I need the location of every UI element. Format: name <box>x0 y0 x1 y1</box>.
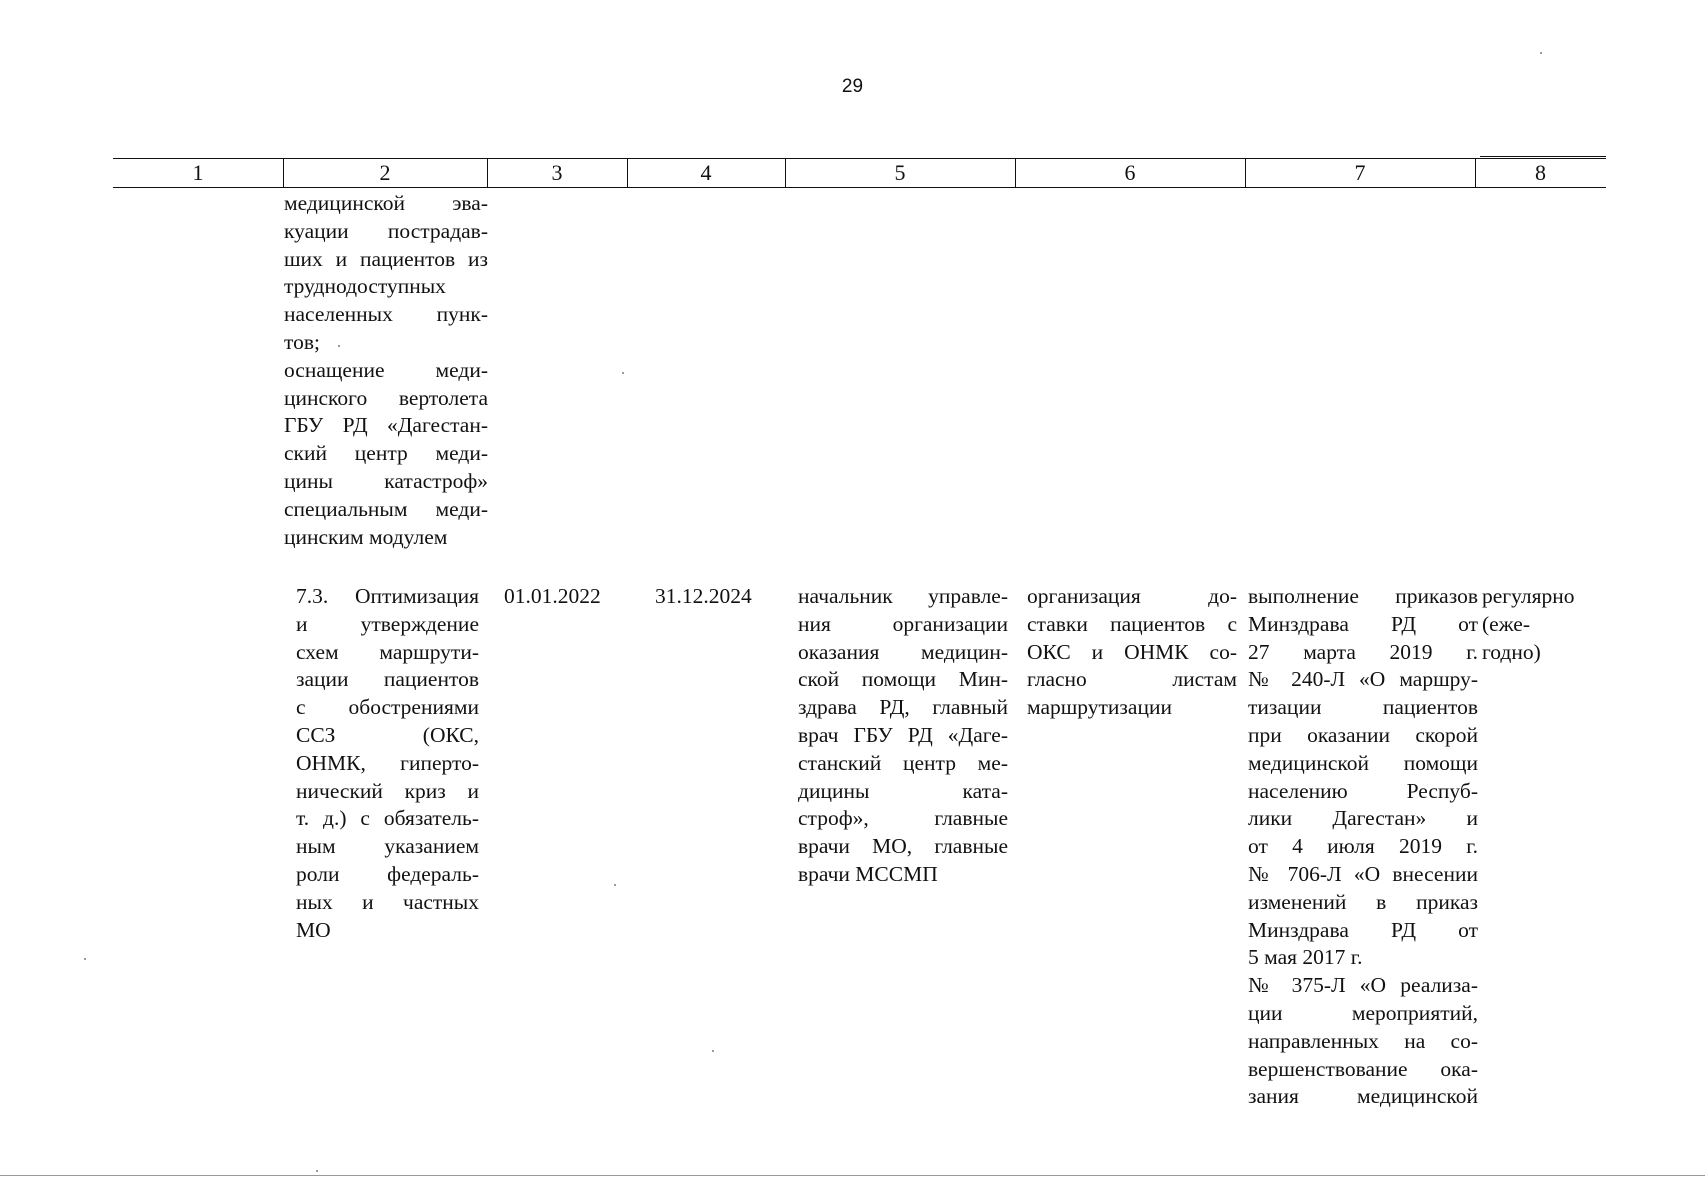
text-line: изменений в приказ <box>1248 889 1478 914</box>
text-line: с обострениями <box>296 695 479 720</box>
responsible-persons-text <box>798 583 1008 889</box>
continued-measure-text <box>284 190 488 551</box>
scan-speck <box>338 345 340 347</box>
text-line: № 375-Л «О реализа- <box>1248 973 1478 998</box>
text-line: тов; <box>284 329 320 354</box>
start-date: 01.01.2022 <box>504 584 601 608</box>
text-line: № 706-Л «О внесении <box>1248 861 1478 886</box>
periodicity-text <box>1482 583 1604 666</box>
text-line: (еже- <box>1482 611 1530 636</box>
text-line: 27 марта 2019 г. <box>1248 639 1478 664</box>
text-line: труднодоступных <box>284 274 446 299</box>
table-header-row <box>0 159 1705 187</box>
scan-speck <box>622 372 624 374</box>
text-line: ции мероприятий, <box>1248 1000 1478 1025</box>
text-line: врачи МО, главные <box>798 834 1008 859</box>
text-line: ния организации <box>798 611 1008 636</box>
text-line: гласно листам <box>1027 667 1237 692</box>
scan-edge-line <box>0 1175 1705 1176</box>
text-line: тизации пациентов <box>1248 695 1478 720</box>
text-line: т. д.) с обязатель- <box>296 806 479 831</box>
header-col-7: 7 <box>1354 160 1366 185</box>
header-col-2: 2 <box>379 160 391 185</box>
end-date: 31.12.2024 <box>655 584 752 608</box>
text-line: лики Дагестан» и <box>1248 806 1478 831</box>
text-line: здрава РД, главный <box>798 695 1008 720</box>
text-line: населенных пунк- <box>284 302 488 327</box>
text-line: при оказании скорой <box>1248 722 1478 747</box>
text-line: строф», главные <box>798 806 1008 831</box>
text-line: ГБУ РД «Дагестан- <box>284 413 488 438</box>
measure-7-3-text <box>296 583 479 944</box>
text-line: маршрутизации <box>1027 695 1172 720</box>
text-line: куации пострадав- <box>284 218 488 243</box>
text-line: № 240-Л «О маршру- <box>1248 667 1478 692</box>
text-line: оказания медицин- <box>798 639 1008 664</box>
text-line: Минздрава РД от <box>1248 917 1478 942</box>
header-col-3: 3 <box>551 160 563 185</box>
text-line: станский центр ме- <box>798 750 1008 775</box>
text-line: ставки пациентов с <box>1027 611 1237 636</box>
text-line: населению Респуб- <box>1248 778 1478 803</box>
text-line: ССЗ (ОКС, <box>296 722 479 747</box>
header-col-5: 5 <box>894 160 906 185</box>
text-line: специальным меди- <box>284 496 488 521</box>
scan-speck <box>712 1050 714 1052</box>
text-line: ОКС и ОНМК со- <box>1027 639 1237 664</box>
text-line: ших и пациентов из <box>284 246 488 271</box>
text-line: ский центр меди- <box>284 441 488 466</box>
text-line: выполнение приказов <box>1248 584 1478 608</box>
text-line: годно) <box>1482 639 1541 664</box>
scan-speck <box>614 884 616 886</box>
text-line: врач ГБУ РД «Даге- <box>798 722 1008 747</box>
header-col-4: 4 <box>700 160 712 185</box>
text-line: оснащение меди- <box>284 357 488 382</box>
header-col-8: 8 <box>1535 160 1546 185</box>
text-line: цинским модулем <box>284 524 448 549</box>
scan-speck <box>1540 52 1542 54</box>
text-line: роли федераль- <box>296 861 479 886</box>
text-line: дицины ката- <box>798 778 1008 803</box>
text-line: врачи МССМП <box>798 861 938 886</box>
text-line: вершенствование ока- <box>1248 1056 1478 1081</box>
scan-speck <box>84 958 86 960</box>
text-line: зания медицинской <box>1248 1084 1478 1109</box>
text-line: и утверждение <box>296 611 479 636</box>
text-line: цинского вертолета <box>284 385 488 410</box>
page-number: 29 <box>841 76 864 97</box>
table-top-rule-extension <box>1480 156 1606 157</box>
text-line: цины катастроф» <box>284 468 488 493</box>
text-line: Минздрава РД от <box>1248 611 1478 636</box>
text-line: 7.3. Оптимизация <box>296 584 479 608</box>
scan-speck <box>316 1170 318 1172</box>
text-line: медицинской эва- <box>284 191 488 215</box>
text-line: ных и частных <box>296 889 479 914</box>
header-col-6: 6 <box>1124 160 1136 185</box>
text-line: ОНМК, гиперто- <box>296 750 479 775</box>
text-line: направленных на со- <box>1248 1028 1478 1053</box>
header-bottom-rule <box>113 187 1606 188</box>
text-line: от 4 июля 2019 г. <box>1248 834 1478 859</box>
text-line: нический криз и <box>296 778 479 803</box>
text-line: схем маршрути- <box>296 639 479 664</box>
expected-result-text <box>1027 583 1237 722</box>
text-line: ской помощи Мин- <box>798 667 1008 692</box>
text-line: ным указанием <box>296 834 479 859</box>
text-line: медицинской помощи <box>1248 750 1478 775</box>
text-line: 5 мая 2017 г. <box>1248 945 1363 970</box>
implementation-text <box>1248 583 1478 1111</box>
text-line: регулярно <box>1482 584 1575 608</box>
header-col-1: 1 <box>192 160 204 185</box>
text-line: МО <box>296 917 331 942</box>
text-line: начальник управле- <box>798 584 1008 608</box>
text-line: зации пациентов <box>296 667 479 692</box>
text-line: организация до- <box>1027 584 1237 608</box>
